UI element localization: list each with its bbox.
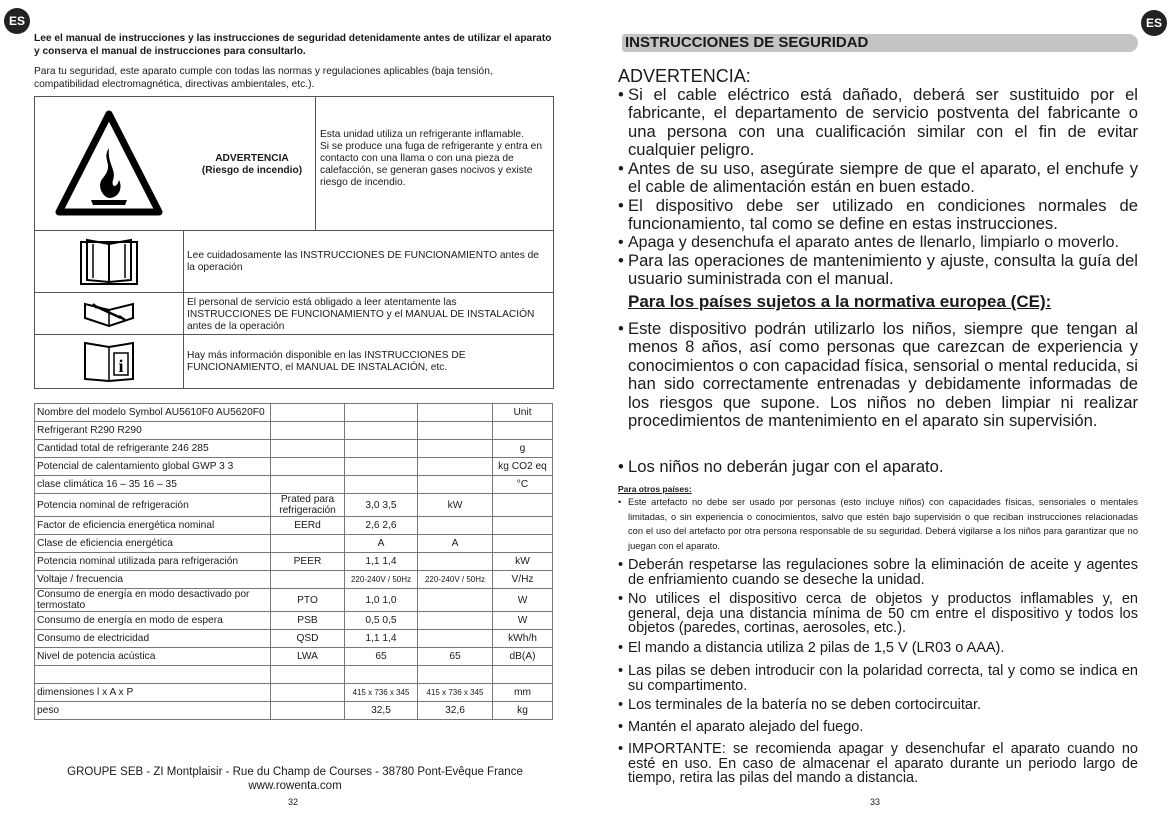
spec-cell: Consumo de energía en modo de espera [35,612,271,630]
spec-cell [418,404,493,422]
intro-text: Para tu seguridad, este aparato cumple con todas las normas y regulaciones aplicables (baja tensión, compatibilidad electromagnética, directivas ambientales, etc.). [34,66,493,90]
spec-cell [271,404,345,422]
spec-cell: Nivel de potencia acústica [35,648,271,666]
spec-cell: Consumo de electricidad [35,630,271,648]
bullet-2: • Antes de su uso, asegúrate siempre de que el aparato, el enchufe y el cable de alimentación están en buen estado. [618,159,1138,197]
spec-cell: Factor de eficiencia energética nominal [35,517,271,535]
bullet-1: • Si el cable eléctrico está dañado, deberá ser sustituido por el fabricante, el departamento de servicio postventa del fabricante o una persona con una cualificación similar con el fin de evitar cualquier peligro. [618,85,1138,160]
spec-cell: Consumo de energía en modo desactivado por termostato [35,589,271,612]
bullet-4: • Apaga y desenchufa el aparato antes de llenarlo, limpiarlo o moverlo. [618,234,1119,251]
bullet-5: • Para las operaciones de mantenimiento y ajuste, consulta la guía del usuario suministrada con el manual. [618,251,1138,289]
service-text: El personal de servicio está obligado a leer atentamente las INSTRUCCIONES DE FUNCIONAMIENTO y el MANUAL DE INSTALACIÓN antes de la operación [187,297,535,332]
spec-cell [418,517,493,535]
spec-cell: 1,0 1,0 [345,589,418,612]
svg-text:i: i [118,356,124,376]
spec-row [35,702,553,720]
spec-row [35,589,553,612]
spec-row [35,458,553,476]
spec-cell: 3,0 3,5 [345,494,418,517]
spec-cell: A [418,535,493,553]
page-number-left: 32 [288,797,299,807]
spec-cell: W [493,589,553,612]
spec-cell: W [493,612,553,630]
info-book-icon [82,339,136,383]
spec-cell: 220-240V / 50Hz [418,571,493,589]
spec-cell: Voltaje / frecuencia [35,571,271,589]
spec-cell: dimensiones l x A x P [35,684,271,702]
spec-cell [345,666,418,684]
spec-cell [418,553,493,571]
spec-cell: Clase de eficiencia energética [35,535,271,553]
footer [20,765,570,793]
read-manual-text: Lee cuidadosamente las INSTRUCCIONES DE FUNCIONAMIENTO antes de la operación [187,250,539,273]
spec-cell: PEER [271,553,345,571]
spec-cell: Prated para refrigeración [271,494,345,517]
section-title: INSTRUCCIONES DE SEGURIDAD [622,34,1138,52]
spec-cell [271,458,345,476]
spec-cell: Nombre del modelo Symbol AU5610F0 AU5620F0 [35,404,271,422]
spec-row [35,666,553,684]
final-bullet-2: • No utilices el dispositivo cerca de objetos y productos inflamables y, en general, deja una distancia mínima de 50 cm entre el dispositivo y todos los objetos (paredes, cortinas, aerosoles, etc.). [618,591,1138,636]
spec-cell [418,612,493,630]
symbol-row-info [35,334,553,388]
ce-bullet-2: • Los niños no deberán jugar con el aparato. [618,457,944,476]
spec-cell [345,404,418,422]
spec-cell: Potencia nominal utilizada para refrigeración [35,553,271,571]
spec-row [35,494,553,517]
spec-row [35,440,553,458]
spec-row [35,648,553,666]
spec-cell: 415 x 736 x 345 [345,684,418,702]
ce-bullet-1: • Este dispositivo podrán utilizarlo los niños, siempre que tengan al menos 8 años, así como personas que carezcan de experiencia y conocimientos o con capacidad física, sensorial o mental reducida, si han sido correctamente entrenadas y debidamente informadas de los riesgos que supone. Los niños no deben limpiar ni realizar procedimientos de mantenimiento en el aparato sin supervisión. [618,319,1138,431]
spec-cell: A [345,535,418,553]
spec-cell: Cantidad total de refrigerante 246 285 [35,440,271,458]
spec-cell [493,517,553,535]
language-badge-right: ES [1141,10,1167,36]
warning-title: ADVERTENCIA: [618,66,751,86]
spec-cell: kW [493,553,553,571]
right-page [592,0,1171,815]
spec-row [35,517,553,535]
spec-cell: g [493,440,553,458]
spec-row [35,476,553,494]
spec-cell: Potencia nominal de refrigeración [35,494,271,517]
symbol-table [34,96,554,389]
warning-text: Esta unidad utiliza un refrigerante inflamable. Si se produce una fuga de refrigerante y entra en contacto con una llama o con una pieza de calefacción, se generan gases nocivos y existe riesgo de incendio. [320,129,543,188]
spec-cell: LWA [271,648,345,666]
spec-cell [271,571,345,589]
final-bullet-4: • Las pilas se deben introducir con la polaridad correcta, tal y como se indica en su compartimento. [618,663,1138,694]
spec-cell: PTO [271,589,345,612]
spec-cell [345,422,418,440]
spec-cell: peso [35,702,271,720]
spec-cell [345,458,418,476]
final-bullet-3: • El mando a distancia utiliza 2 pilas de 1,5 V (LR03 o AAA). [618,640,1005,656]
spec-cell [271,422,345,440]
spec-cell: mm [493,684,553,702]
spec-cell [418,630,493,648]
left-page [0,0,580,815]
intro-bold: Lee el manual de instrucciones y las instrucciones de seguridad detenidamente antes de utilizar el aparato y conserva el manual de instrucciones para consultarlo. [34,33,552,57]
spec-row [35,684,553,702]
spec-row [35,571,553,589]
spec-cell [271,666,345,684]
spec-cell [418,422,493,440]
spec-row [35,535,553,553]
bullet-3: • El dispositivo debe ser utilizado en condiciones normales de funcionamiento, tal como se define en estas instrucciones. [618,196,1138,234]
specs-table [34,403,553,720]
spec-cell [35,666,271,684]
flammable-warning-icon [53,108,165,220]
spec-cell: kg CO2 eq [493,458,553,476]
spec-cell [418,440,493,458]
spec-cell [271,476,345,494]
info-text: Hay más información disponible en las INSTRUCCIONES DE FUNCIONAMIENTO, el MANUAL DE INSTALACIÓN, etc. [187,350,466,373]
footer-website: www.rowenta.com [248,780,342,792]
spec-cell [418,589,493,612]
footer-address: GROUPE SEB - ZI Montplaisir - Rue du Champ de Courses - 38780 Pont-Evêque France [67,766,523,778]
final-bullet-7: • IMPORTANTE: se recomienda apagar y desenchufar el aparato cuando no esté en uso. En caso de almacenar el aparato durante un periodo largo de tiempo, retira las pilas del mando a distancia. [618,741,1138,786]
ce-title: Para los países sujetos a la normativa europea (CE): [628,292,1052,311]
page-number-right: 33 [870,797,881,807]
spec-cell: 65 [345,648,418,666]
language-badge: ES [4,8,30,34]
spec-cell: V/Hz [493,571,553,589]
spec-cell [345,440,418,458]
spec-row [35,630,553,648]
spec-row [35,612,553,630]
spec-cell: 220-240V / 50Hz [345,571,418,589]
spec-cell: 1,1 1,4 [345,553,418,571]
open-book-icon [79,236,139,286]
spec-cell: 415 x 736 x 345 [418,684,493,702]
spec-cell: clase climática 16 – 35 16 – 35 [35,476,271,494]
spec-cell: EERd [271,517,345,535]
spec-cell: 2,6 2,6 [345,517,418,535]
spec-cell [271,684,345,702]
spec-cell: Refrigerant R290 R290 [35,422,271,440]
spec-cell [418,458,493,476]
service-manual-icon [81,298,137,328]
other-countries-bullet: • Este artefacto no debe ser usado por personas (esto incluye niños) con capacidades físicas, sensoriales o mentales limitadas, o sin experiencia o conocimientos, salvo que estén bajo supervisión o que reciban instrucciones relacionadas con el uso del artefacto por otra persona responsable de su seguridad. Deberá vigilarse a los niños para garantizar que no juegan con el aparato. [618,497,1138,551]
spec-cell: 32,6 [418,702,493,720]
symbol-row-service [35,292,553,335]
spec-cell [493,535,553,553]
spec-cell: 1,1 1,4 [345,630,418,648]
spec-cell: 0,5 0,5 [345,612,418,630]
spec-cell: QSD [271,630,345,648]
spec-row [35,422,553,440]
spec-cell: kg [493,702,553,720]
spec-row [35,404,553,422]
spec-row [35,553,553,571]
spec-cell: Potencial de calentamiento global GWP 3 3 [35,458,271,476]
warning-label: ADVERTENCIA (Riesgo de incendio) [201,153,303,176]
spec-cell [493,666,553,684]
final-bullet-1: • Deberán respetarse las regulaciones sobre la eliminación de aceite y agentes de enfriamiento cuando se deseche la unidad. [618,557,1138,588]
spec-cell [345,476,418,494]
spec-cell [418,666,493,684]
spec-cell [418,476,493,494]
spec-cell: °C [493,476,553,494]
symbol-row-warning [35,97,553,231]
spec-cell [493,494,553,517]
spec-cell: 32,5 [345,702,418,720]
spec-cell [271,440,345,458]
spec-cell: kW [418,494,493,517]
final-bullet-6: • Mantén el aparato alejado del fuego. [618,719,864,735]
spec-cell [271,702,345,720]
spec-cell [493,422,553,440]
other-countries-title: Para otros países: [618,484,692,494]
spec-cell [271,535,345,553]
spec-cell: dB(A) [493,648,553,666]
spec-cell: PSB [271,612,345,630]
symbol-row-manual [35,230,553,293]
spec-cell: kWh/h [493,630,553,648]
final-bullet-5: • Los terminales de la batería no se deben cortocircuitar. [618,697,982,713]
spec-cell: 65 [418,648,493,666]
spec-cell: Unit [493,404,553,422]
